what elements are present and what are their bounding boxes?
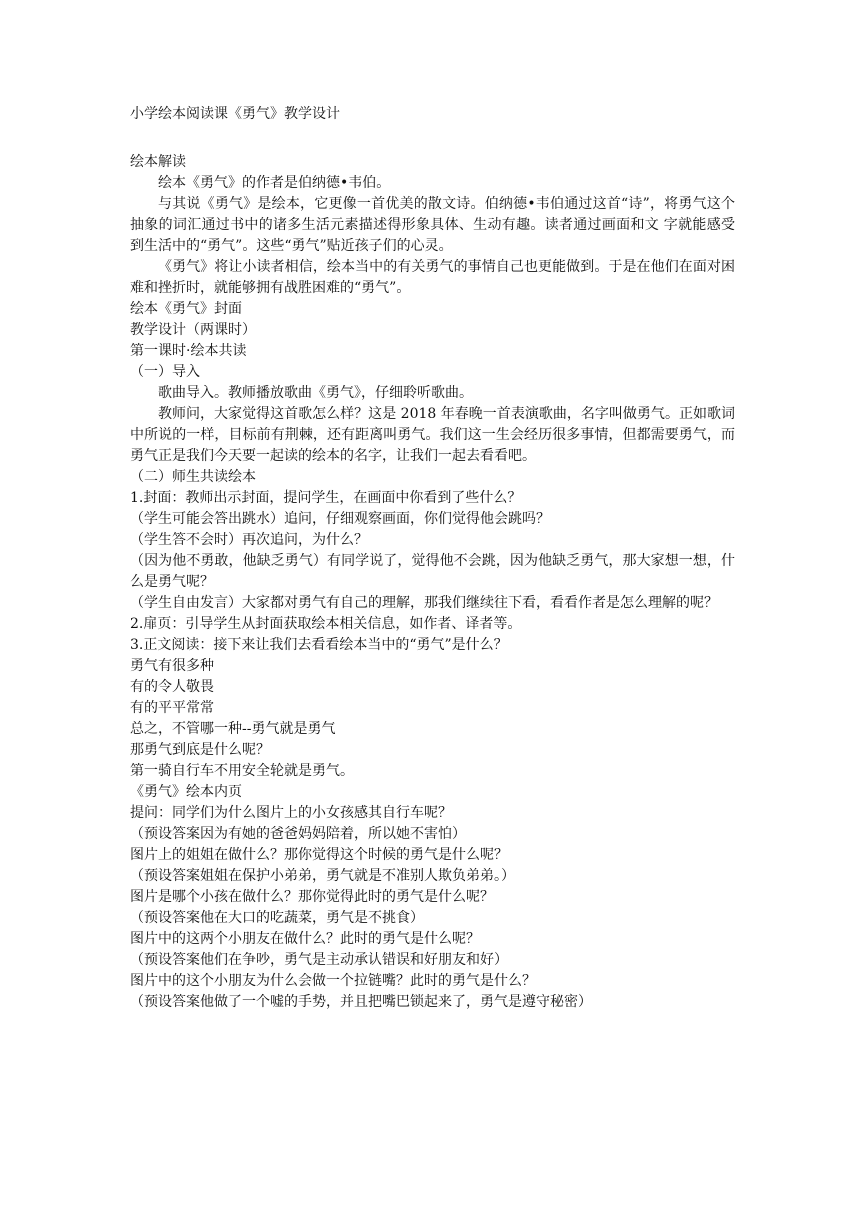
- question-jump: （学生可能会答出跳水）追问，仔细观察画面，你们觉得他会跳吗？: [130, 511, 550, 527]
- book-text-line: 那勇气到底是什么呢？: [130, 742, 270, 758]
- lesson-one-heading: 第一课时·绘本共读: [130, 343, 247, 359]
- step-text-reading: 3.正文阅读：接下来让我们去看看绘本当中的“勇气”是什么？: [130, 637, 508, 653]
- answer-line: （预设答案他在大口的吃蔬菜，勇气是不挑食）: [130, 910, 424, 926]
- inner-page-caption: 《勇气》绘本内页: [130, 784, 242, 800]
- question-line: 提问：同学们为什么图片上的小女孩感其自行车呢？: [130, 805, 452, 821]
- answer-line: （预设答案姐姐在保护小弟弟，勇气就是不准别人欺负弟弟。）: [130, 868, 515, 884]
- part-two-heading: （二）师生共读绘本: [130, 469, 256, 485]
- step-cover: 1.封面：教师出示封面，提问学生，在画面中你看到了些什么？: [130, 490, 522, 506]
- document-title: 小学绘本阅读课《勇气》教学设计: [130, 106, 340, 122]
- answer-line: （预设答案因为有她的爸爸妈妈陪着，所以她不害怕）: [130, 826, 466, 842]
- question-line: 图片是哪个小孩在做什么？那你觉得此时的勇气是什么呢？: [130, 889, 494, 905]
- cover-caption: 绘本《勇气》封面: [130, 301, 242, 317]
- book-text-line: 有的平平常常: [130, 700, 214, 716]
- question-free-speech: （学生自由发言）大家都对勇气有自己的理解，那我们继续往下看，看看作者是怎么理解的呢？: [130, 595, 718, 611]
- part-one-heading: （一）导入: [130, 364, 200, 380]
- section-heading-interpretation: 绘本解读: [130, 154, 186, 170]
- paragraph-author: 绘本《勇气》的作者是伯纳德•韦伯。: [158, 175, 391, 191]
- paragraph-believe: 《勇气》将让小读者相信，绘本当中的有关勇气的事情自己也更能做到。于是在他们在面对困难和挫折时，就能够拥有战胜困难的“勇气”。: [130, 259, 735, 296]
- question-what-is-courage: （因为他不勇敢，他缺乏勇气）有同学说了，觉得他不会跳，因为他缺乏勇气，那大家想一想，什么是勇气呢？: [130, 553, 735, 590]
- question-line: 图片中的这两个小朋友在做什么？此时的勇气是什么呢？: [130, 931, 480, 947]
- document-page: [130, 104, 735, 1013]
- question-why: （学生答不会时）再次追问，为什么？: [130, 532, 368, 548]
- paragraph-song-intro: 歌曲导入。教师播放歌曲《勇气》，仔细聆听歌曲。: [158, 385, 473, 401]
- book-text-line: 勇气有很多种: [130, 658, 214, 674]
- book-text-line: 总之，不管哪一种--勇气就是勇气: [130, 721, 336, 737]
- paragraph-prose-poem: 与其说《勇气》是绘本，它更像一首优美的散文诗。伯纳德•韦伯通过这首“诗”，将勇气这个抽象的词汇通过书中的诸多生活元素描述得形象具体、生动有趣。读者通过画面和文 字就能感受到生活中的“勇气”。这些“勇气”贴近孩子们的心灵。: [130, 196, 735, 254]
- answer-line: （预设答案他们在争吵，勇气是主动承认错误和好朋友和好）: [130, 952, 508, 968]
- question-line: 图片上的姐姐在做什么？那你觉得这个时候的勇气是什么呢？: [130, 847, 508, 863]
- book-text-line: 第一骑自行车不用安全轮就是勇气。: [130, 763, 354, 779]
- paragraph-teacher-question: 教师问，大家觉得这首歌怎么样？这是 2018 年春晚一首表演歌曲，名字叫做勇气。正如歌词中所说的一样，目标前有荆棘，还有距离叫勇气。我们这一生会经历很多事情，但都需要勇气，而勇气正是我们今天要一起读的绘本的名字，让我们一起去看看吧。: [130, 406, 735, 464]
- answer-line: （预设答案他做了一个嘘的手势，并且把嘴巴锁起来了，勇气是遵守秘密）: [130, 994, 592, 1010]
- step-flyleaf: 2.扉页：引导学生从封面获取绘本相关信息，如作者、译者等。: [130, 616, 522, 632]
- book-text-line: 有的令人敬畏: [130, 679, 214, 695]
- teaching-design-heading: 教学设计（两课时）: [130, 322, 256, 338]
- question-line: 图片中的这个小朋友为什么会做一个拉链嘴？此时的勇气是什么？: [130, 973, 536, 989]
